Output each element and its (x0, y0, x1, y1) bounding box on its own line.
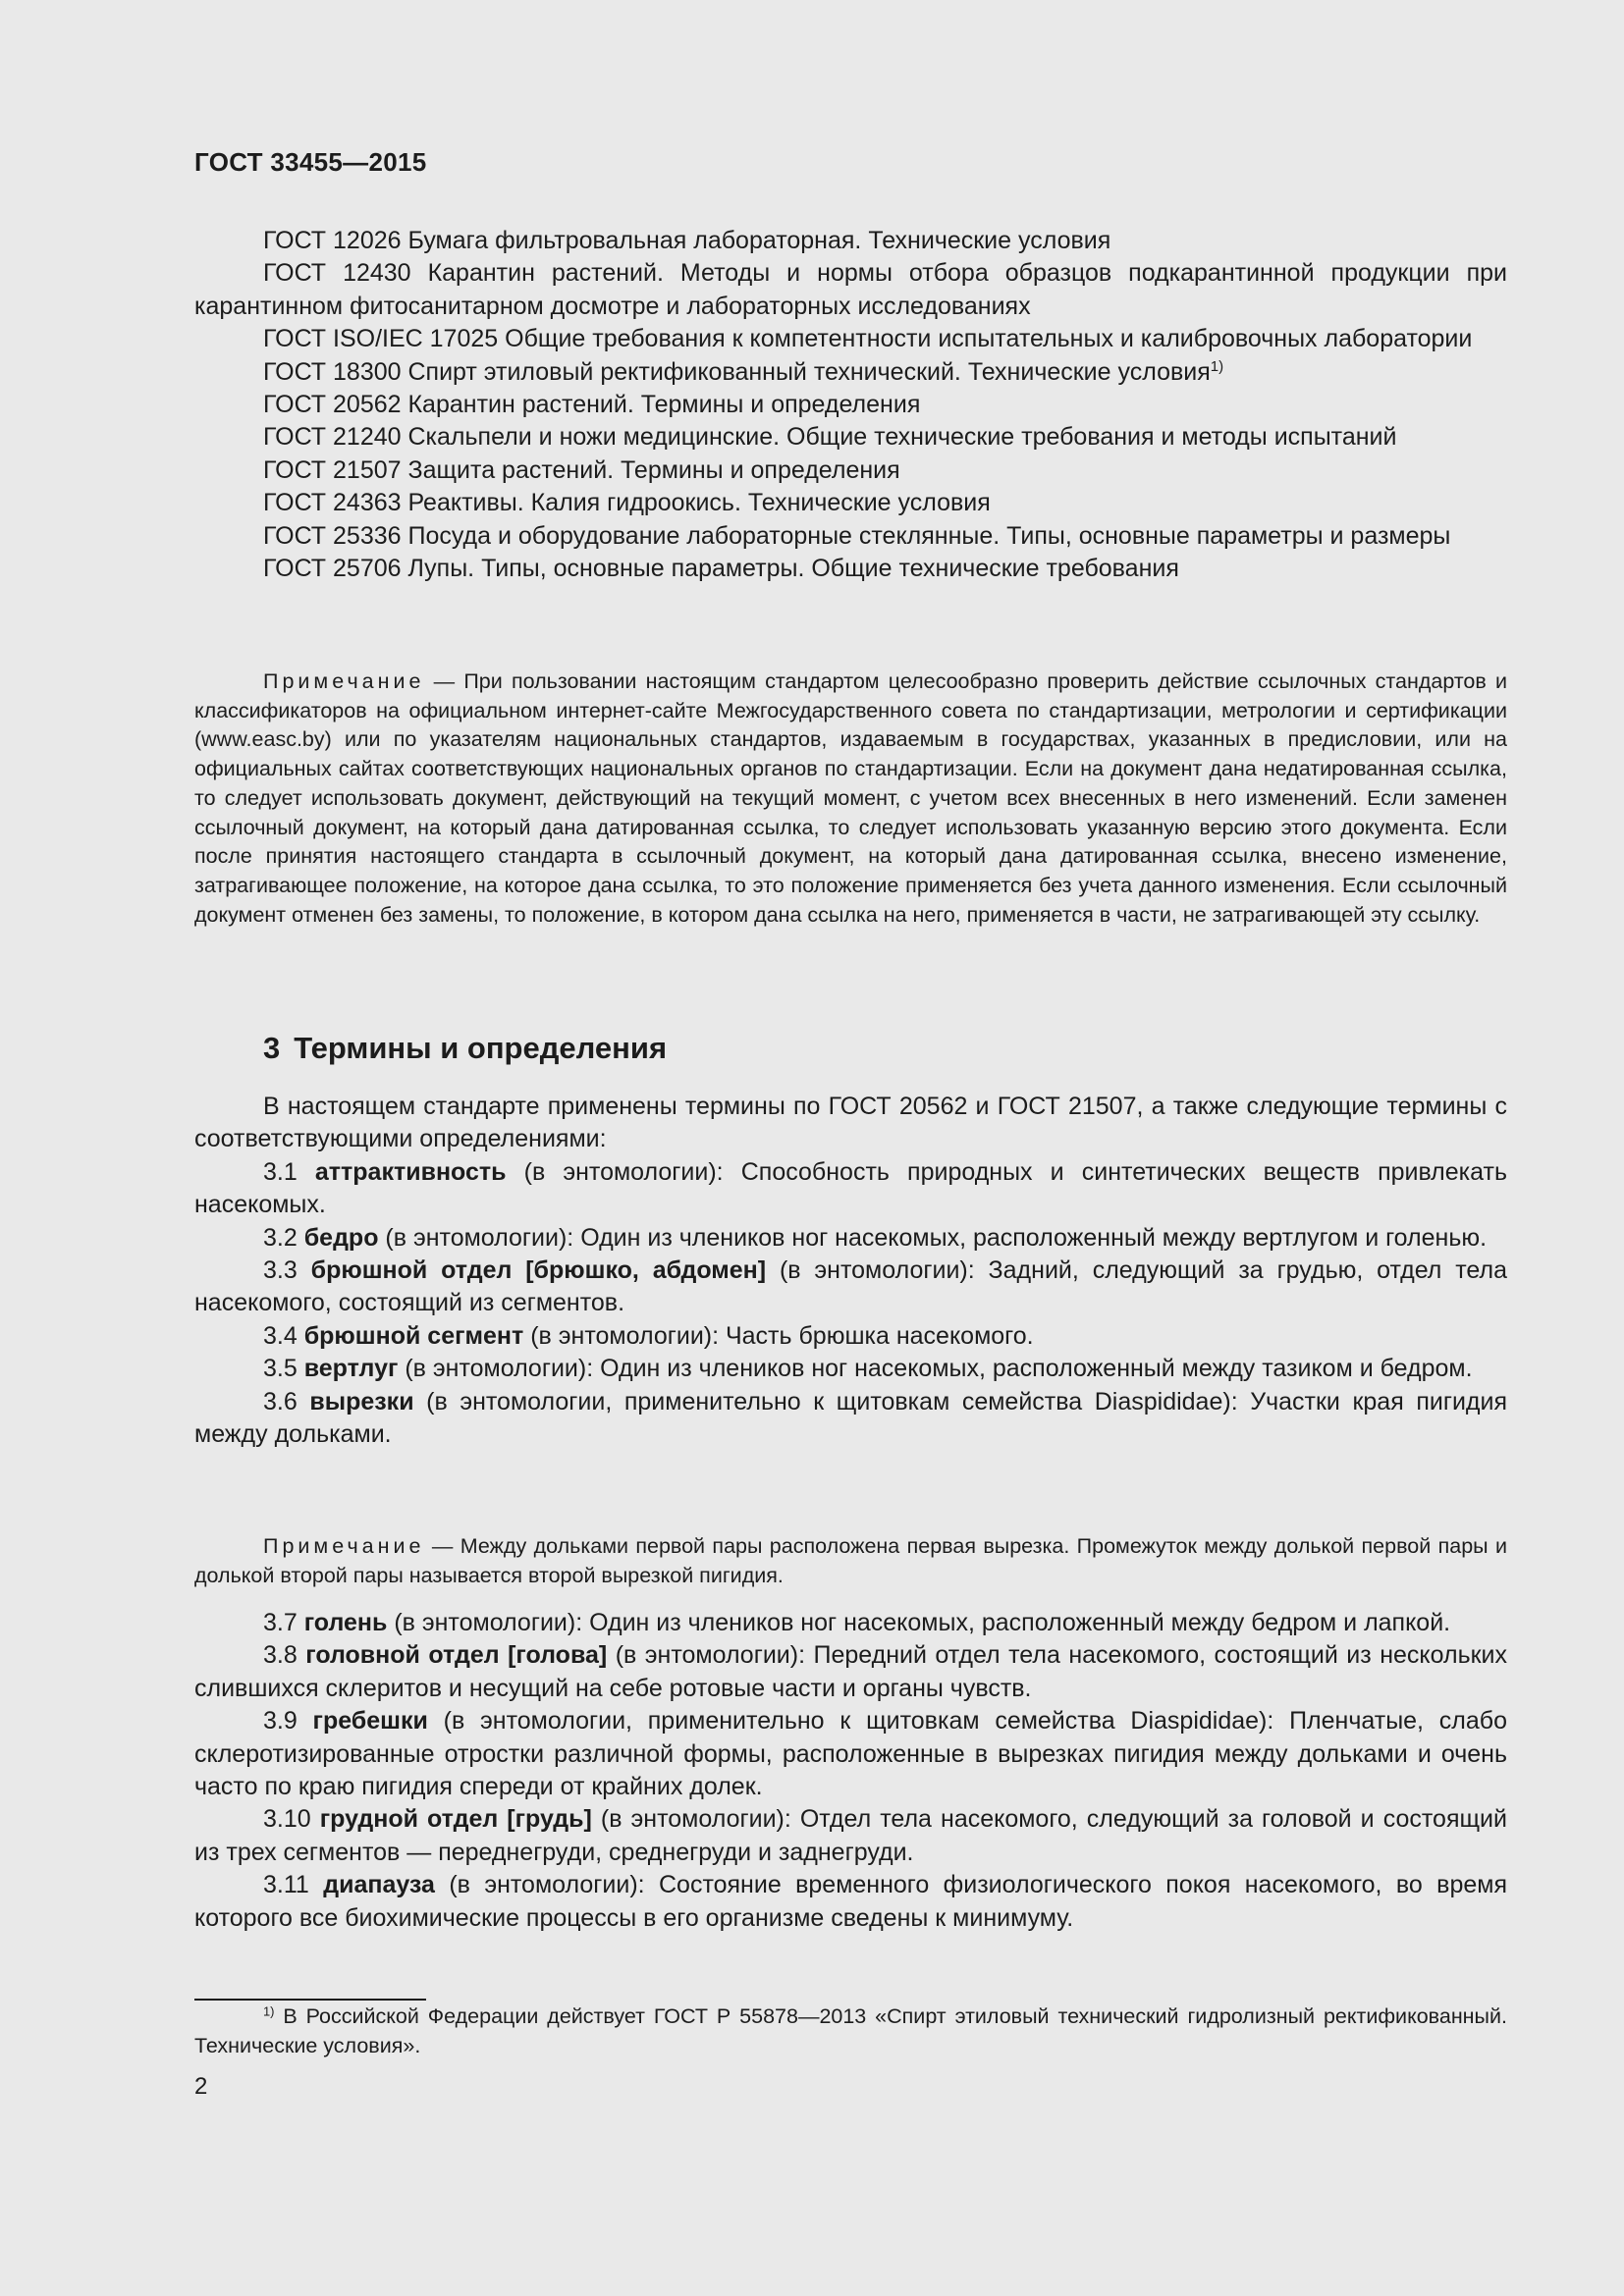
terms-note (194, 1532, 1507, 1590)
term-entry (194, 1386, 1507, 1452)
footnote-mark: 1) (263, 2003, 275, 2019)
term-number: 3.1 (263, 1157, 298, 1186)
note-dash: — (424, 669, 464, 693)
term-entry (194, 1639, 1507, 1705)
term-number: 3.5 (263, 1355, 298, 1383)
term-entry (194, 1803, 1507, 1869)
reference-item (194, 356, 1507, 389)
section-intro: В настоящем стандарте применены термины по ГОСТ 20562 и ГОСТ 21507, а также следующие термины с соответствующими определениями: (194, 1093, 1507, 1153)
reference-item: ГОСТ 12430 Карантин растений. Методы и нормы отбора образцов подкарантинной продукции при карантинном фитосанитарном досмотре и лабораторных исследованиях (194, 259, 1507, 320)
term-number: 3.3 (263, 1256, 298, 1285)
reference-item: ГОСТ 21507 Защита растений. Термины и определения (263, 455, 900, 484)
term-name: грудной отдел [грудь] (319, 1805, 592, 1834)
terms-block-1 (194, 1091, 1507, 1451)
footnote-text: В Российской Федерации действует ГОСТ Р 55878—2013 «Спирт этиловый технический гидролизный ректификованный. Технические условия». (194, 2004, 1507, 2057)
reference-item: ГОСТ 24363 Реактивы. Калия гидроокись. Технические условия (263, 489, 991, 517)
term-number: 3.6 (263, 1387, 298, 1415)
term-entry (194, 1607, 1507, 1639)
term-name: бедро (303, 1223, 379, 1252)
term-name: брюшной сегмент (303, 1321, 524, 1350)
term-number: 3.2 (263, 1223, 298, 1252)
section-heading (263, 1031, 667, 1066)
footnote (194, 2002, 1507, 2060)
term-name: голень (303, 1609, 388, 1636)
term-name: аттрактивность (314, 1157, 507, 1186)
note-paragraph (194, 1532, 1507, 1590)
term-definition: (в энтомологии): Один из члеников ног насекомых, расположенный между тазиком и бедром. (398, 1355, 1473, 1383)
footnote-ref-mark: 1) (1210, 357, 1224, 375)
references-note (194, 667, 1507, 930)
section-number: 3 (263, 1031, 281, 1065)
reference-item: ГОСТ ISO/IEC 17025 Общие требования к компетентности испытательных и калибровочных лаборатории (263, 325, 1473, 353)
reference-item: ГОСТ 21240 Скальпели и ножи медицинские. Общие технические требования и методы испытаний (263, 423, 1397, 452)
term-name: головной отдел [голова] (305, 1641, 608, 1670)
note-dash: — (424, 1534, 460, 1558)
term-entry (194, 1353, 1507, 1385)
normative-references-list (194, 225, 1507, 585)
footnote-paragraph (194, 2002, 1507, 2060)
page-number: 2 (194, 2073, 208, 2100)
section-title: Термины и определения (294, 1031, 668, 1065)
term-number: 3.11 (263, 1871, 309, 1899)
term-entry (194, 1705, 1507, 1803)
reference-item: ГОСТ 20562 Карантин растений. Термины и определения (263, 391, 921, 419)
note-label: Примечание (263, 1534, 425, 1558)
term-name: брюшной отдел [брюшко, абдомен] (310, 1256, 767, 1285)
reference-text: ГОСТ 18300 Спирт этиловый ректификованный технический. Технические условия (263, 357, 1211, 386)
term-definition: (в энтомологии): Часть брюшка насекомого. (523, 1321, 1034, 1350)
term-definition: (в энтомологии): Способность природных и синтетических веществ привлекать насекомых. (194, 1157, 1507, 1219)
note-paragraph (194, 667, 1507, 930)
reference-item: ГОСТ 12026 Бумага фильтровальная лабораторная. Технические условия (263, 227, 1111, 254)
term-entry (194, 1255, 1507, 1320)
document-header-title: ГОСТ 33455—2015 (194, 147, 427, 177)
term-entry (194, 1869, 1507, 1935)
term-number: 3.8 (263, 1641, 298, 1670)
term-definition: (в энтомологии): Один из члеников ног насекомых, расположенный между вертлугом и голенью. (378, 1223, 1488, 1252)
note-text: При пользовании настоящим стандартом целесообразно проверить действие ссылочных стандартов и классификаторов на официальном интернет-сайте Межгосударственного совета по стандартизации, метрологии и сертификации (www.easc.by) или по указателям национальных стандартов, издаваемым в государствах, указанных в предисловии, или на официальных сайтах соответствующих национальных органов по стандартизации. Если на документ дана недатированная ссылка, то следует использовать документ, действующий на текущий момент, с учетом всех внесенных в него изменений. Если заменен ссылочный документ, на который дана датированная ссылка, то следует использовать указанную версию этого документа. Если после принятия настоящего стандарта в ссылочный документ, на который дана датированная ссылка, внесено изменение, затрагивающее положение, на которое дана ссылка, то это положение применяется без учета данного изменения. Если ссылочный документ отменен без замены, то положение, в котором дана ссылка на него, применяется в части, не затрагивающей эту ссылку. (194, 669, 1507, 927)
terms-block-2 (194, 1607, 1507, 1935)
term-number: 3.4 (263, 1321, 298, 1350)
term-name: гребешки (312, 1707, 428, 1735)
term-entry (194, 1320, 1507, 1353)
term-definition: (в энтомологии): Передний отдел тела насекомого, состоящий из нескольких слившихся склеритов и несущий на себе ротовые части и органы чувств. (194, 1641, 1507, 1702)
term-definition: (в энтомологии): Задний, следующий за грудью, отдел тела насекомого, состоящий из сегментов. (194, 1256, 1507, 1317)
note-text: Между дольками первой пары расположена первая вырезка. Промежуток между долькой первой пары и долькой второй пары называется второй вырезкой пигидия. (194, 1534, 1507, 1587)
term-definition: (в энтомологии): Отдел тела насекомого, следующий за головой и состоящий из трех сегментов — переднегруди, среднегруди и заднегруди. (194, 1805, 1507, 1866)
footnote-divider (194, 1999, 426, 2001)
term-entry (194, 1156, 1507, 1222)
term-definition: (в энтомологии): Один из члеников ног насекомых, расположенный между бедром и лапкой. (387, 1609, 1451, 1636)
term-number: 3.10 (263, 1805, 311, 1834)
term-name: диапауза (323, 1871, 435, 1899)
term-definition: (в энтомологии): Состояние временного физиологического покоя насекомого, во время которого все биохимические процессы в его организме сведены к минимуму. (194, 1871, 1507, 1932)
reference-item: ГОСТ 25706 Лупы. Типы, основные параметры. Общие технические требования (263, 555, 1179, 583)
term-number: 3.9 (263, 1707, 298, 1735)
term-number: 3.7 (263, 1609, 298, 1636)
note-label: Примечание (263, 669, 425, 693)
term-definition: (в энтомологии, применительно к щитовкам семейства Diaspididae): Участки края пигидия между дольками. (194, 1387, 1508, 1449)
term-name: вырезки (309, 1387, 414, 1415)
term-name: вертлуг (303, 1355, 399, 1383)
term-definition: (в энтомологии, применительно к щитовкам семейства Diaspididae): Пленчатые, слабо склеротизированные отростки различной формы, расположенные в вырезках пигидия между дольками и очень часто по краю пигидия спереди от крайних долек. (194, 1707, 1507, 1801)
term-entry (194, 1222, 1507, 1255)
reference-item: ГОСТ 25336 Посуда и оборудование лабораторные стеклянные. Типы, основные параметры и размеры (263, 521, 1451, 550)
